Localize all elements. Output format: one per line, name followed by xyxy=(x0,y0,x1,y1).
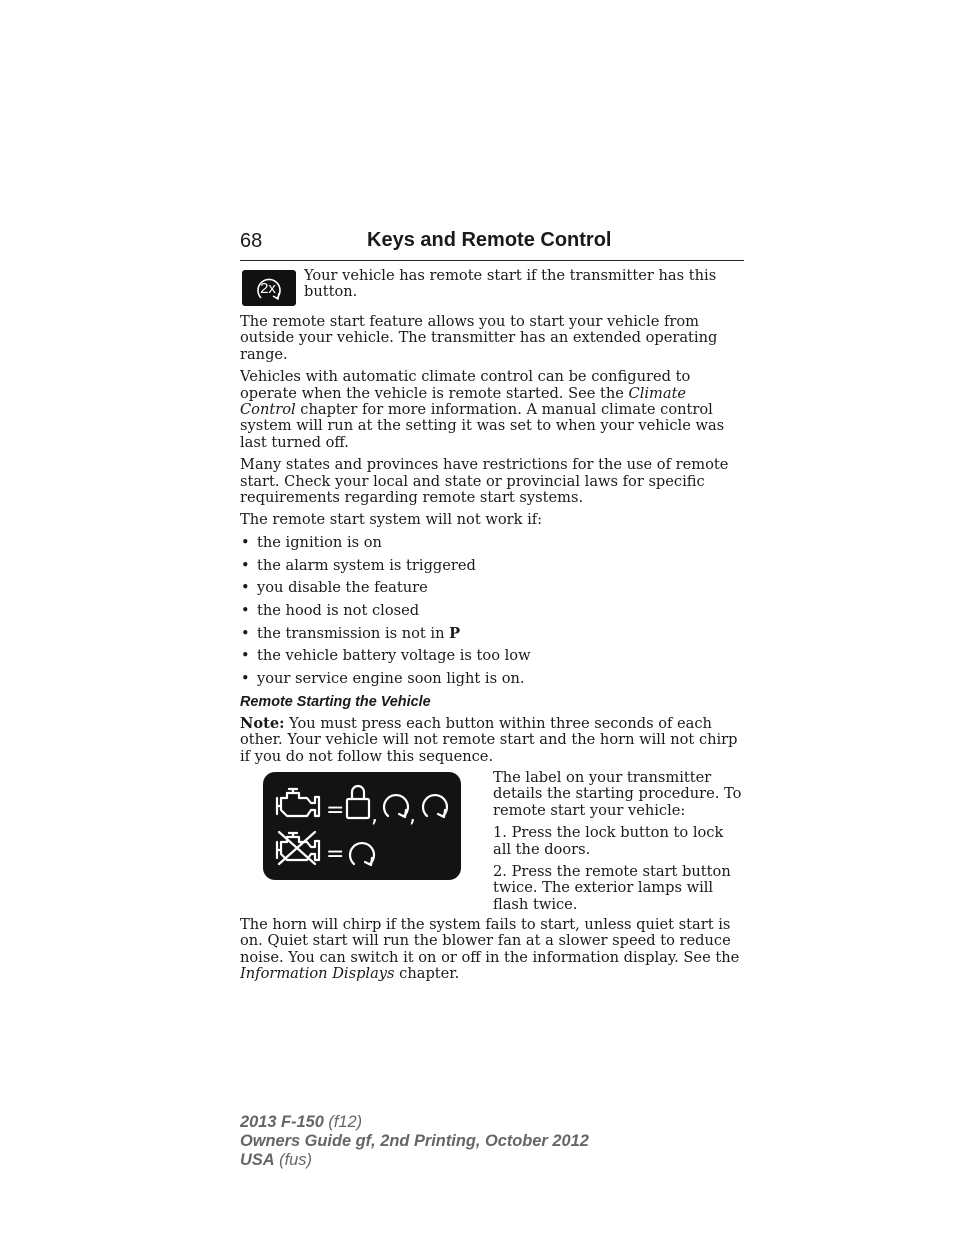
list-item: • your service engine soon light is on. xyxy=(240,671,744,687)
intro-text: Your vehicle has remote start if the transmitter has this button. xyxy=(304,267,717,301)
footer-region: USA (fus) xyxy=(240,1151,312,1169)
remote-start-icon xyxy=(384,795,408,817)
transmitter-label-image xyxy=(263,772,461,880)
remote-start-icon xyxy=(423,795,447,817)
remote-icon-label: 2x xyxy=(260,280,276,297)
engine-crossed-icon xyxy=(277,832,319,864)
list-item: • the ignition is on xyxy=(240,535,744,551)
equals-symbol: = xyxy=(326,797,345,823)
lock-icon xyxy=(347,786,369,818)
chapter-title: Keys and Remote Control xyxy=(367,229,612,251)
paragraph-will-not-work: The remote start system will not work if: xyxy=(240,511,543,529)
section-heading: Remote Starting the Vehicle xyxy=(240,693,431,710)
remote-start-button-icon xyxy=(242,270,296,306)
note-label: Note: xyxy=(240,714,285,732)
comma-symbol: , xyxy=(371,802,378,828)
page-header xyxy=(240,228,744,261)
comma-symbol: , xyxy=(409,802,416,828)
label-instructions xyxy=(493,770,744,913)
remote-start-icon xyxy=(350,843,374,865)
list-item: • you disable the feature xyxy=(240,580,744,596)
footer-model: 2013 F-150 (f12) xyxy=(240,1113,363,1131)
page-footer xyxy=(240,1113,589,1170)
step-1: 1. Press the lock button to lock all the doors. xyxy=(493,824,724,858)
paragraph-remote-start-feature: The remote start feature allows you to start your vehicle from outside your vehicle. The transmitter has an extended operating range. xyxy=(240,313,718,363)
list-item: • the transmission is not in P xyxy=(240,626,744,642)
paragraph-climate-control: Vehicles with automatic climate control can be configured to operate when the vehicle is remote started. See the Climate Control chapter for more information. A manual climate control system will run at the setting it was set to when your vehicle was last turned off. xyxy=(240,368,725,451)
footer-guide: Owners Guide gf, 2nd Printing, October 2012 xyxy=(240,1132,589,1150)
intro-row xyxy=(240,268,744,308)
page-content xyxy=(240,268,744,983)
conditions-list xyxy=(240,535,744,688)
equals-symbol: = xyxy=(326,841,345,867)
paragraph-restrictions: Many states and provinces have restrictions for the use of remote start. Check your local and state or provincial laws for specific requirements regarding remote start systems. xyxy=(240,456,729,507)
list-item: • the vehicle battery voltage is too low xyxy=(240,648,744,664)
information-displays-reference: Information Displays xyxy=(240,965,395,983)
climate-control-reference: Climate Control xyxy=(240,384,687,419)
engine-icon xyxy=(277,789,319,816)
list-item: • the alarm system is triggered xyxy=(240,558,744,574)
gear-park: P xyxy=(449,624,461,642)
page-number: 68 xyxy=(240,230,263,252)
note-paragraph: Note: You must press each button within three seconds of each other. Your vehicle will not remote start and the horn will not chirp if you do not follow this sequence. xyxy=(240,714,738,765)
paragraph-horn-chirp: The horn will chirp if the system fails to start, unless quiet start is on. Quiet start will run the blower fan at a slower speed to reduce noise. You can switch it on or off in the information display. See the Information Displays chapter. xyxy=(240,915,740,983)
list-item: • the hood is not closed xyxy=(240,603,744,619)
transmitter-label-section xyxy=(240,770,744,925)
step-2: 2. Press the remote start button twice. The exterior lamps will flash twice. xyxy=(493,862,731,913)
label-intro: The label on your transmitter details the starting procedure. To remote start your vehicle: xyxy=(493,768,742,819)
